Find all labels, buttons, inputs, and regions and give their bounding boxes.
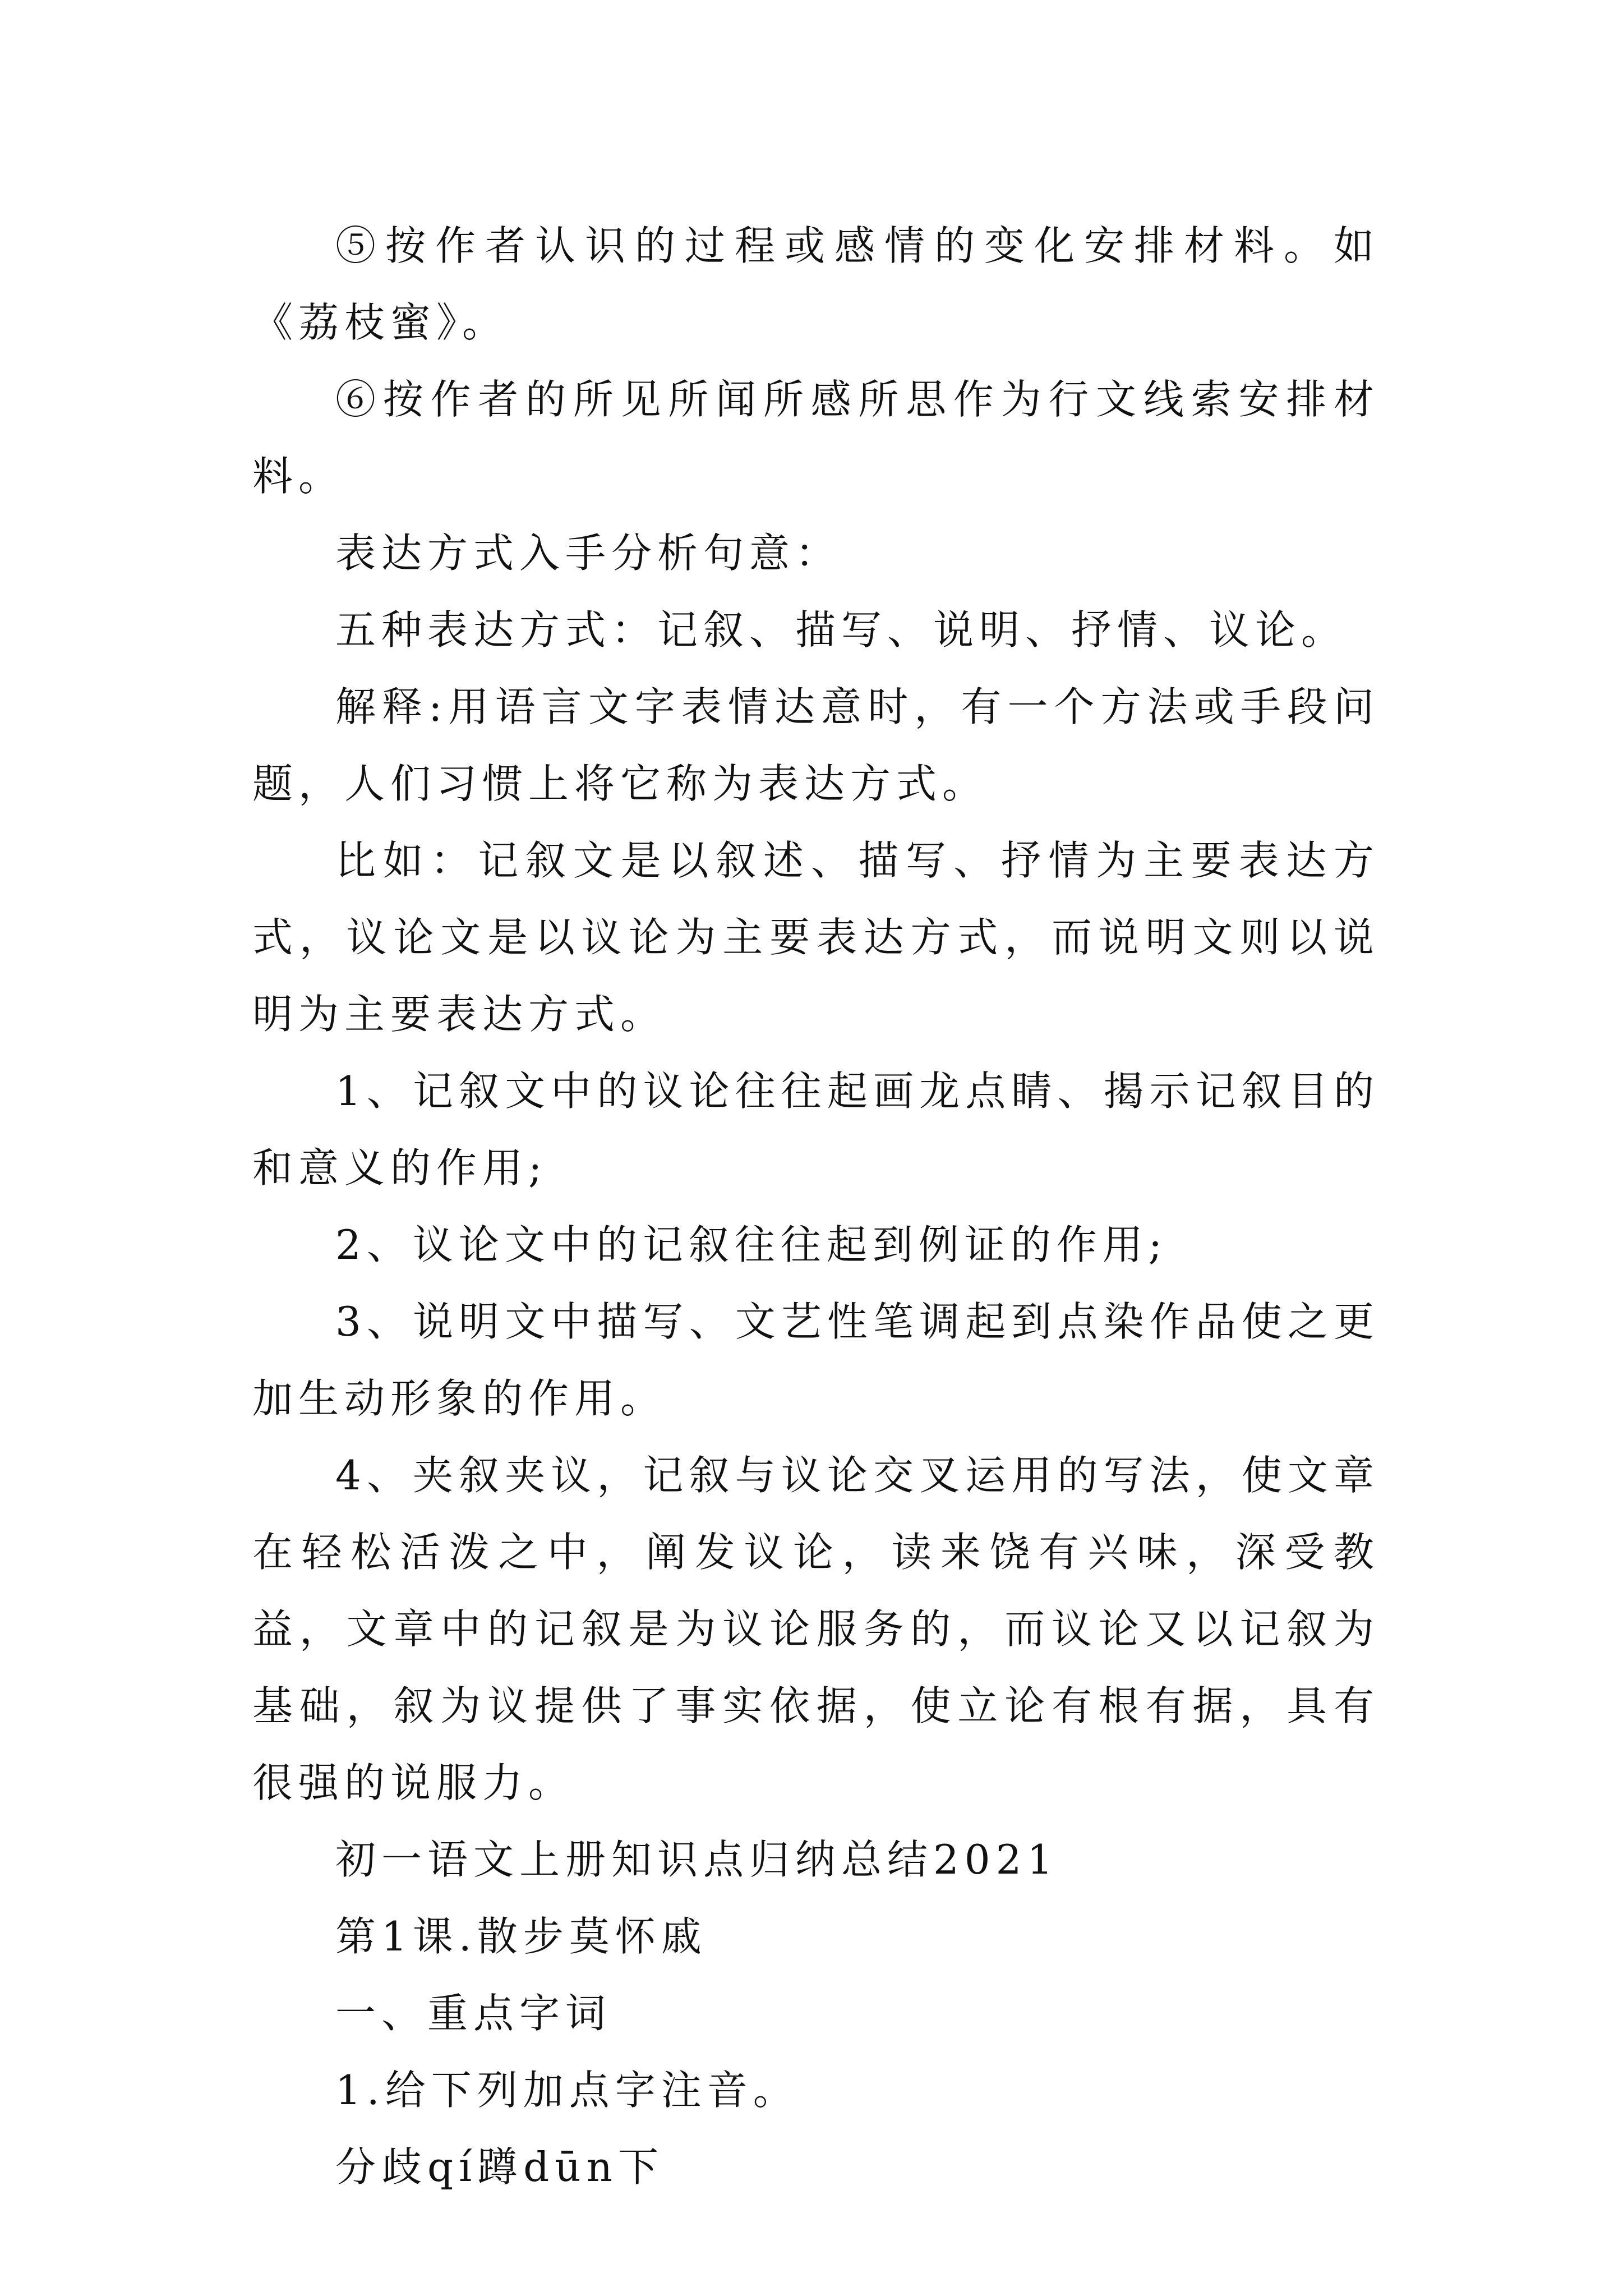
document-body: [252, 208, 1380, 2206]
section-title: 初一语文上册知识点归纳总结2021: [335, 1836, 1059, 1883]
paragraph-point-2: 2、议论文中的记叙往往起到例证的作用;: [335, 1221, 1168, 1268]
paragraph-explanation: 解释:用语言文字表情达意时，有一个方法或手段问题，人们习惯上将它称为表达方式。: [252, 683, 1380, 807]
exercise-instruction: 1.给下列加点字注音。: [335, 2067, 799, 2114]
paragraph-arrange-by-cognition: ⑤按作者认识的过程或感情的变化安排材料。如《荔枝蜜》。: [252, 222, 1380, 346]
exercise-item: 分歧qí蹲dūn下: [335, 2143, 664, 2191]
lesson-title: 第1课.散步莫怀戚: [335, 1913, 707, 1960]
paragraph-example: 比如：记叙文是以叙述、描写、抒情为主要表达方式，议论文是以议论为主要表达方式，而说明文则以说明为主要表达方式。: [252, 837, 1380, 1038]
subsection-heading: 一、重点字词: [335, 1990, 612, 2037]
paragraph-arrange-by-observation: ⑥按作者的所见所闻所感所思作为行文线索安排材料。: [252, 376, 1380, 500]
paragraph-point-1: 1、记叙文中的议论往往起画龙点睛、揭示记叙目的和意义的作用;: [252, 1068, 1380, 1191]
paragraph-point-4: 4、夹叙夹议，记叙与议论交叉运用的写法，使文章在轻松活泼之中，阐发议论，读来饶有兴味，深受教益，文章中的记叙是为议论服务的，而议论又以记叙为基础，叙为议提供了事实依据，使立论有根有据，具有很强的说服力。: [252, 1452, 1380, 1806]
paragraph-expression-heading: 表达方式入手分析句意：: [335, 530, 842, 577]
paragraph-five-expressions: 五种表达方式：记叙、描写、说明、抒情、议论。: [335, 606, 1348, 654]
paragraph-point-3: 3、说明文中描写、文艺性笔调起到点染作品使之更加生动形象的作用。: [252, 1298, 1380, 1422]
